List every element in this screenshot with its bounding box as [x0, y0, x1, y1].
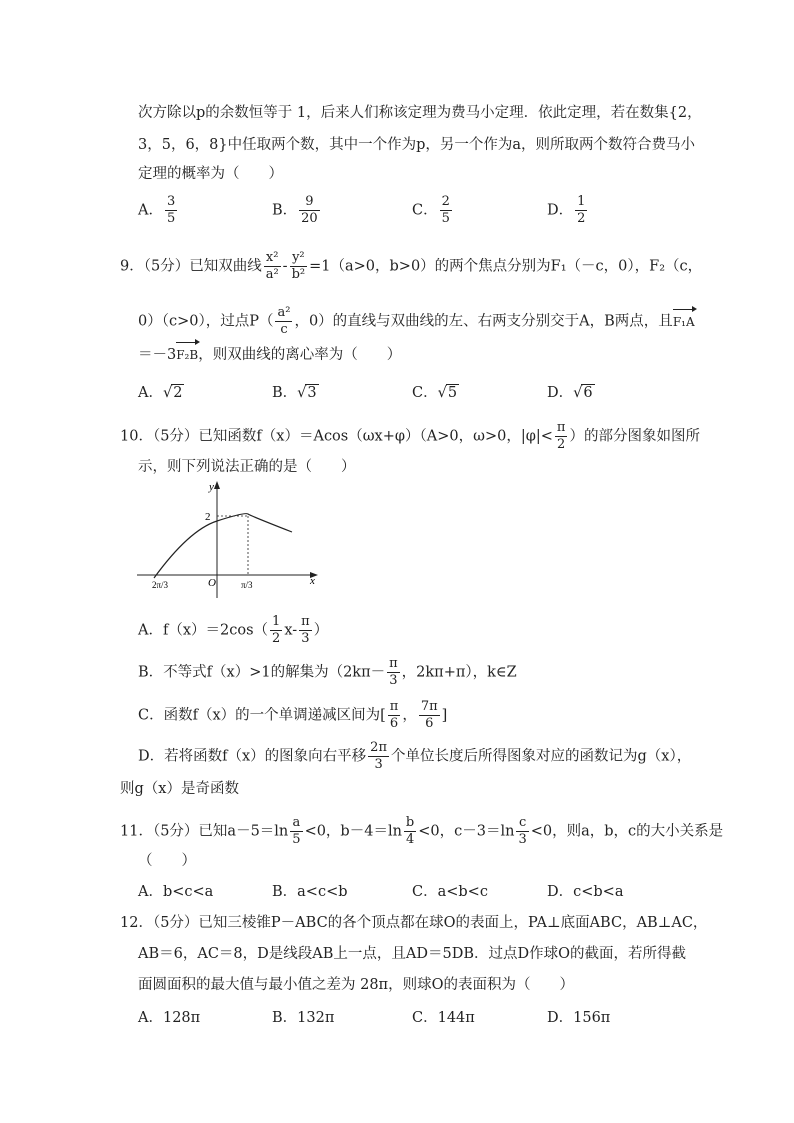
x-axis-label: x [310, 575, 315, 587]
denominator: 20 [301, 211, 318, 226]
fraction-pi-3: $\frac{\pi}{3}$ [389, 656, 398, 688]
option-label: A． [138, 202, 163, 219]
fraction-a-5: $\frac{a}{5}$ [292, 815, 301, 847]
fraction-1-2: $\frac{1}{2}$ [272, 614, 281, 646]
denominator: 2 [577, 211, 586, 226]
q10-option-d-cont: 则g（x）是奇函数 [120, 781, 239, 797]
q10-line-1a: 10．（5分）已知函数f（x）＝Acos（ωx+φ）（A>0，ω>0，|φ|< [120, 428, 553, 445]
q11-line-1b: <0，b－4＝ln [304, 823, 402, 840]
q10-option-b[interactable] [138, 656, 517, 689]
sqrt-value: 2 [173, 385, 183, 401]
denominator: 5 [166, 211, 176, 226]
fraction-c-3: $\frac{c}{3}$ [518, 815, 527, 847]
q8-option-d[interactable] [547, 194, 589, 227]
peak-value-label: 2 [205, 511, 211, 523]
left-tick-label: 2π/3 [152, 580, 169, 590]
q11-option-c[interactable]: C．a<b<c [412, 884, 488, 900]
q10-option-b-text: B．不等式f（x）>1的解集为（2kπ－ [138, 664, 386, 681]
vector-f2b: F₂B [176, 341, 198, 365]
right-tick-label: π/3 [241, 580, 253, 590]
q12-line-1: 12．（5分）已知三棱锥P－ABC的各个顶点都在球O的表面上，PA⊥底面ABC，AB⊥AC， [120, 915, 708, 931]
q10-option-d[interactable] [138, 740, 691, 773]
fraction-a2-c: $\frac{\text{a²}}{c}$ [277, 305, 291, 337]
q9-line-2 [138, 305, 695, 338]
q10-option-d-end: 个单位长度后所得图象对应的函数记为g（x）， [391, 748, 692, 765]
q9-option-b[interactable]: B．√3 [272, 385, 317, 401]
q11-option-a[interactable]: A．b<c<a [138, 884, 214, 900]
fraction-2pi-3: $\frac{2\pi}{3}$ [370, 740, 387, 772]
q12-option-a[interactable]: A．128π [138, 1010, 201, 1026]
origin-label: O [208, 577, 216, 589]
q10-option-a[interactable]: A．f（x）＝2cos（ $\frac{1}{2}$ x- $\frac{\pi}{3}$ ） [138, 614, 329, 646]
q10-option-b-end: ，2kπ+π），k∈Z [401, 664, 517, 681]
y-axis-label: y [209, 481, 214, 493]
option-label: D． [547, 202, 574, 219]
fraction-y2-b2: $\frac{\text{y²}}{\text{b²}}$ [291, 250, 306, 282]
fraction [165, 194, 177, 227]
q9-line-2b: ，0）的直线与双曲线的左、右两支分别交于A，B两点，且 [294, 313, 673, 330]
q8-option-b[interactable] [272, 194, 322, 227]
cosine-curve [154, 514, 292, 578]
q8-line-2: 3，5，6，8}中任取两个数，其中一个作为p，另一个作为a，则所取两个数符合费马小 [138, 137, 696, 153]
q10-option-c-end: ] [441, 707, 448, 724]
q11-line-1c: <0，c－3＝ln [418, 823, 515, 840]
q8-line-3: 定理的概率为（ ） [138, 166, 283, 182]
fraction [299, 194, 320, 227]
option-label: B． [272, 202, 298, 219]
fraction-pi-3: $\frac{\pi}{3}$ [301, 614, 310, 646]
sqrt-value: 5 [447, 385, 458, 401]
q8-option-a[interactable] [138, 194, 179, 227]
sqrt-value: 3 [307, 385, 317, 401]
q12-line-3: 面圆面积的最大值与最小值之差为 28π，则球O的表面积为（ ） [138, 977, 574, 993]
q11-line-1a: 11．（5分）已知a－5＝ln [120, 823, 289, 840]
option-label: A． [138, 385, 163, 401]
q11-line-1d: <0，则a，b，c的大小关系是 [530, 823, 724, 840]
q9-line-2a: 0）（c>0），过点P（ [138, 313, 274, 330]
q10-option-c-text: C．函数f（x）的一个单调递减区间为[ [138, 707, 386, 724]
fraction-b-4: $\frac{b}{4}$ [405, 815, 415, 847]
q10-option-a-end: ） [313, 622, 329, 639]
q11-line-2: （ ） [138, 853, 196, 869]
fraction [440, 194, 452, 227]
q8-line-1: 次方除以p的余数恒等于 1，后来人们称该定理为费马小定理．依此定理，若在数集{2， [138, 105, 702, 121]
y-axis-arrow [214, 481, 220, 489]
fraction-pi-2: $\frac{\pi}{2}$ [556, 420, 566, 452]
q12-option-d[interactable]: D．156π [547, 1010, 611, 1026]
fraction-x2-a2: $\frac{\text{x²}}{\text{a²}}$ [265, 250, 279, 282]
option-label: C． [412, 385, 438, 401]
q11-option-b[interactable]: B．a<c<b [272, 884, 348, 900]
q9-line-3b: ，则双曲线的离心率为（ ） [198, 347, 402, 363]
q11-option-d[interactable]: D．c<b<a [547, 884, 624, 900]
fraction-pi-6: $\frac{\pi}{6}$ [389, 699, 399, 731]
q9-option-c[interactable]: C．√5 [412, 385, 458, 401]
option-label: C． [412, 202, 438, 219]
numerator: 2 [441, 194, 450, 209]
q10-graph [134, 478, 324, 600]
q8-option-c[interactable] [412, 194, 454, 227]
denominator: 5 [441, 211, 450, 226]
numerator: 1 [577, 194, 586, 209]
q9-option-a[interactable]: A．√2 [138, 385, 183, 401]
fraction [575, 194, 587, 227]
q10-option-c[interactable]: C．函数f（x）的一个单调递减区间为[ $\frac{\pi}{6}$ ， $\frac{7\pi}{6}$ ] [138, 699, 448, 731]
q9-eq-rest: =1（a>0，b>0）的两个焦点分别为F₁（－c，0），F₂（c， [309, 258, 703, 275]
q9-line-3 [138, 341, 401, 365]
vector-f1a: F₁A [673, 308, 695, 332]
sqrt-value: 6 [583, 385, 593, 401]
q11-line-1 [120, 815, 723, 848]
q10-line-1b: ）的部分图象如图所 [569, 428, 700, 445]
numerator: 3 [166, 194, 176, 209]
numerator: 9 [299, 194, 320, 211]
q12-option-b[interactable]: B．132π [272, 1010, 335, 1026]
q10-option-a-text: A．f（x）＝2cos（ [138, 622, 269, 639]
q12-option-c[interactable]: C．144π [412, 1010, 475, 1026]
q10-line-1 [120, 420, 700, 453]
q9-line-1: 9．（5分）已知双曲线 $\frac{\text{x²}}{\text{a²}}$ - $\frac{\text{y²}}{\text{b²}}$ =1（a>0，b>0）的两个焦点分别为F₁（－c，0），F₂（c， [120, 250, 703, 282]
q9-line-3a: ＝－3 [138, 347, 177, 363]
option-label: B． [272, 385, 298, 401]
q10-line-2: 示，则下列说法正确的是（ ） [138, 459, 356, 475]
q12-line-2: AB＝6，AC＝8，D是线段AB上一点，且AD＝5DB．过点D作球O的截面，若所得截 [138, 946, 687, 962]
q9-prefix: 9．（5分）已知双曲线 [120, 258, 262, 275]
q9-option-d[interactable]: D．√6 [547, 385, 593, 401]
fraction-7pi-6: $\frac{7\pi}{6}$ [420, 699, 438, 731]
q10-option-d-text: D．若将函数f（x）的图象向右平移 [138, 748, 367, 765]
option-label: D． [547, 385, 574, 401]
